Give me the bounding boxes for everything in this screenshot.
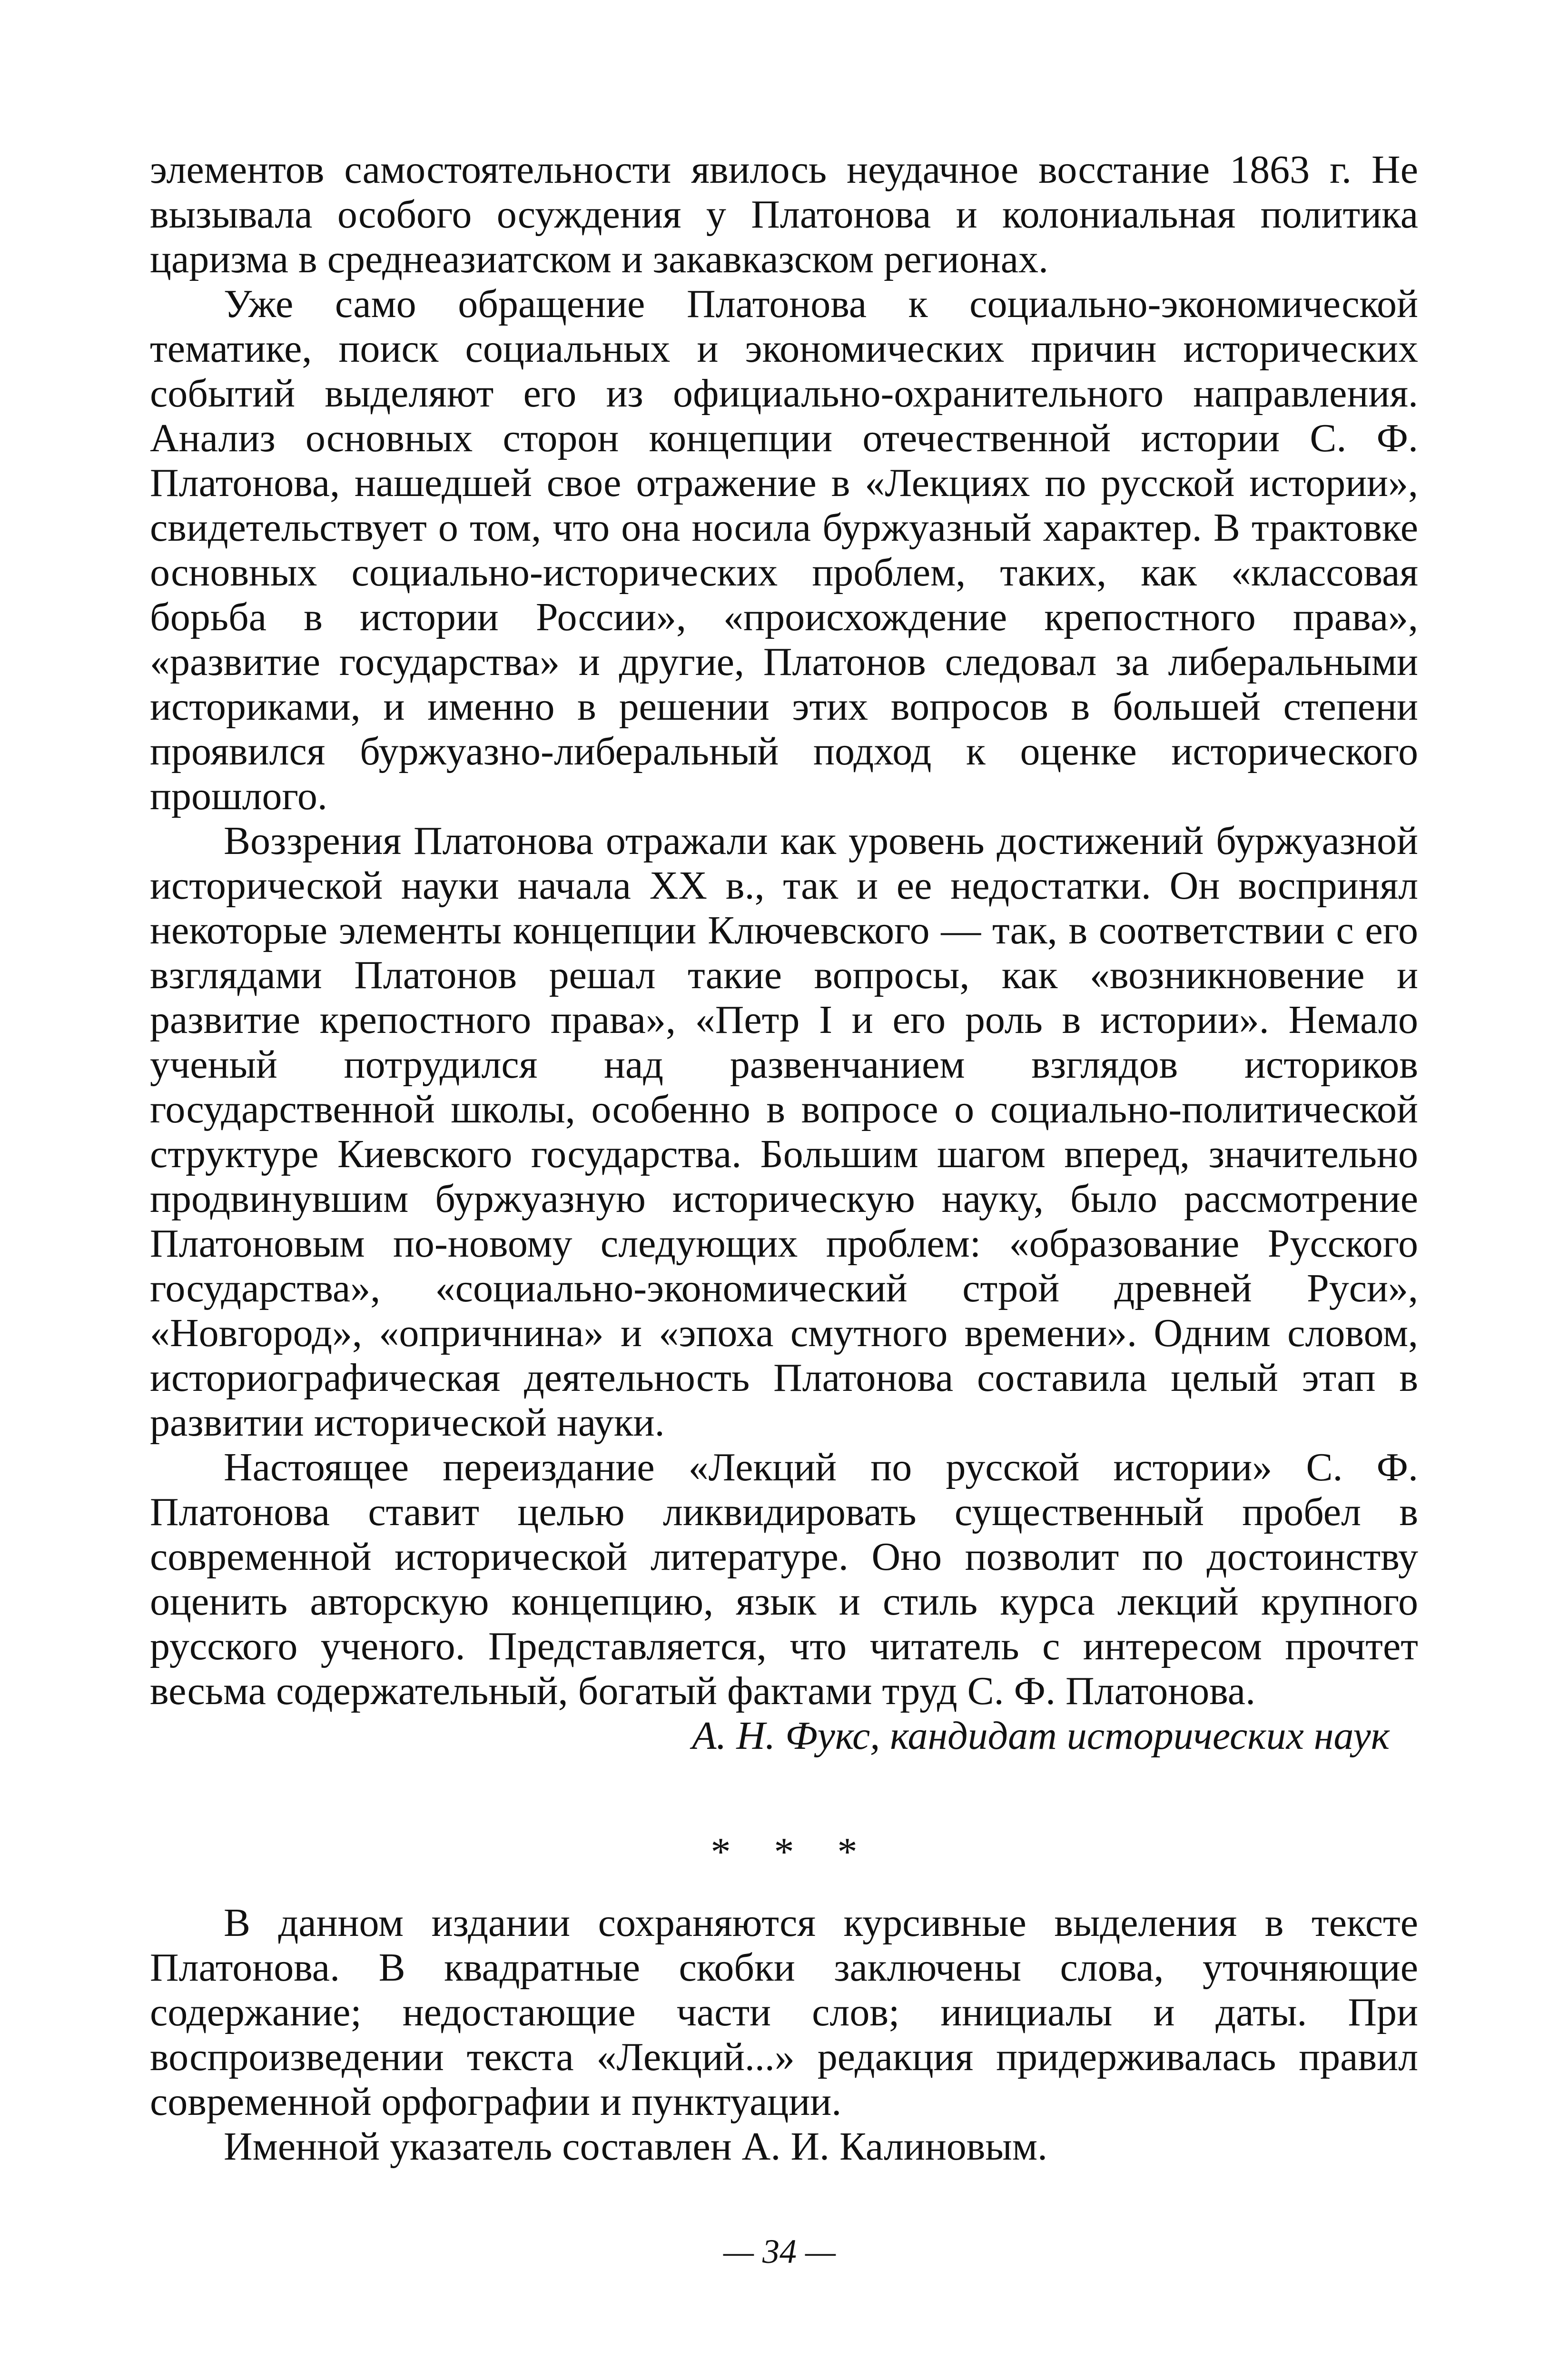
paragraph-republication: Настоящее переиздание «Лекций по русской истории» С. Ф. Платонова ставит целью ликвидировать существенный пробел в современной исторической литературе. Оно позволит по достоинству оценить авторскую концепцию, язык и стиль курса лекций крупного русского ученого. Представляется, что читатель с интересом прочтет весьма содержательный, богатый фактами труд С. Ф. Платонова. [150, 1445, 1418, 1713]
paragraph-views: Воззрения Платонова отражали как уровень достижений буржуазной исторической науки начала XX в., так и ее недостатки. Он воспринял некоторые элементы концепции Ключевского — так, в соответствии с его взглядами Платонов решал такие вопросы, как «возникновение и развитие крепостного права», «Петр I и его роль в истории». Немало ученый потрудился над развенчанием взглядов историков государственной школы, особенно в вопросе о социально-политической структуре Киевского государства. Большим шагом вперед, значительно продвинувшим буржуазную историческую науку, было рассмотрение Платоновым по-новому следующих проблем: «образование Русского государства», «социально-экономический строй древней Руси», «Новгород», «опричнина» и «эпоха смутного времени». Одним словом, историографическая деятельность Платонова составила целый этап в развитии исторической науки. [150, 819, 1418, 1445]
paragraph-continued: элементов самостоятельности явилось неудачное восстание 1863 г. Не вызывала особого осуждения у Платонова и колониальная политика царизма в среднеазиатском и закавказском регионах. [150, 148, 1418, 281]
section-separator: * * * [710, 1830, 858, 1874]
paragraph-editorial-note: В данном издании сохраняются курсивные выделения в тексте Платонова. В квадратные скобки заключены слова, уточняющие содержание; недостающие части слов; инициалы и даты. При воспроизведении текста «Лекций...» редакция придерживалась правил современной орфографии и пунктуации. [150, 1901, 1418, 2124]
paragraph-index-note: Именной указатель составлен А. И. Калиновым. [224, 2124, 1048, 2169]
page-body [150, 148, 1418, 2169]
author-signature: А. Н. Фукс, кандидат исторических наук [692, 1714, 1390, 1758]
paragraph-social-economic: Уже само обращение Платонова к социально-экономической тематике, поиск социальных и экономических причин исторических событий выделяют его из официально-охранительного направления. Анализ основных сторон концепции отечественной истории С. Ф. Платонова, нашедшей свое отражение в «Лекциях по русской истории», свидетельствует о том, что она носила буржуазный характер. В трактовке основных социально-исторических проблем, таких, как «классовая борьба в истории России», «происхождение крепостного права», «развитие государства» и другие, Платонов следовал за либеральными историками, и именно в решении этих вопросов в большей степени проявился буржуазно-либеральный подход к оценке исторического прошлого. [150, 282, 1418, 818]
page-number: — 34 — [723, 2232, 836, 2271]
